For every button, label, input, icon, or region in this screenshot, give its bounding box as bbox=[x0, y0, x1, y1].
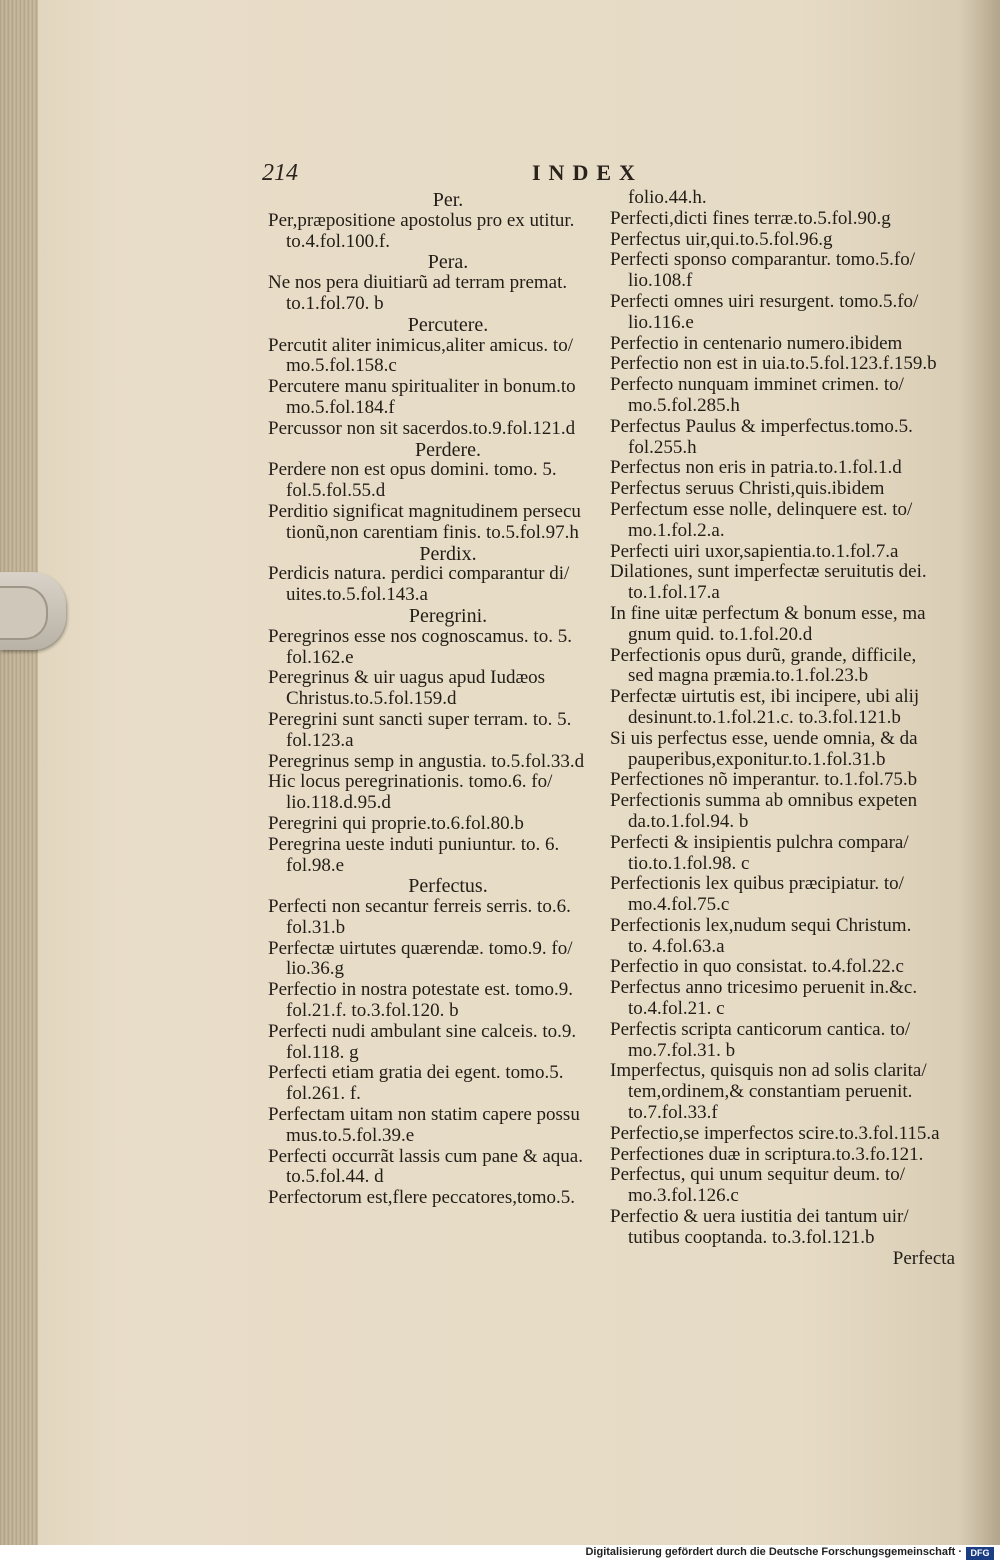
dfg-logo: DFG bbox=[966, 1547, 994, 1560]
entry-line: Hic locus peregrinationis. tomo.6. fo/ bbox=[268, 771, 553, 793]
entry-line: sed magna præmia.to.1.fol.23.b bbox=[628, 665, 869, 687]
index-entry bbox=[610, 1020, 955, 1062]
index-heading: Peregrini. bbox=[408, 604, 488, 627]
index-entry bbox=[610, 417, 955, 459]
entry-line: Peregrini sunt sancti super terram. to. 5. bbox=[268, 708, 572, 730]
index-entry bbox=[268, 772, 608, 814]
entry-line: Perfecto nunquam imminet crimen. to/ bbox=[610, 374, 904, 396]
entry-line: mo.5.fol.158.c bbox=[286, 355, 397, 377]
index-entry bbox=[268, 211, 608, 253]
index-entry bbox=[610, 916, 955, 958]
index-entry bbox=[610, 604, 955, 646]
index-entry bbox=[610, 1207, 955, 1249]
entry-line: pauperibus,exponitur.to.1.fol.31.b bbox=[628, 748, 886, 770]
page-header bbox=[250, 158, 970, 188]
entry-line: Peregrinus & uir uagus apud Iudæos bbox=[268, 667, 546, 689]
entry-line: Perfecti omnes uiri resurgent. tomo.5.fo/ bbox=[610, 290, 919, 312]
entry-line: Perfecti etiam gratia dei egent. tomo.5. bbox=[268, 1062, 564, 1084]
entry-line: tio.to.1.fol.98. c bbox=[628, 852, 750, 874]
entry-line: Perfectio,se imperfectos scire.to.3.fol.115.a bbox=[610, 1122, 940, 1144]
index-entry bbox=[268, 939, 608, 981]
index-entry bbox=[610, 458, 955, 479]
index-entry bbox=[610, 833, 955, 875]
entry-line: Perfectæ uirtutis est, ibi incipere, ubi alij bbox=[610, 686, 920, 708]
entry-line: Perfectionis lex quibus præcipiatur. to/ bbox=[610, 873, 904, 895]
entry-line: Perfecti sponso comparantur. tomo.5.fo/ bbox=[610, 249, 915, 271]
left-index-column bbox=[268, 190, 608, 1209]
entry-line: fol.98.e bbox=[286, 854, 345, 876]
entry-line: Perfectiones nõ imperantur. to.1.fol.75.b bbox=[610, 769, 918, 791]
index-entry bbox=[610, 250, 955, 292]
entry-line: lio.108.f bbox=[628, 270, 693, 292]
entry-line: Perfectus Paulus & imperfectus.tomo.5. bbox=[610, 415, 913, 437]
entry-line: fol.21.f. to.3.fol.120. b bbox=[286, 1000, 459, 1022]
entry-line: Per,præpositione apostolus pro ex utitur. bbox=[268, 209, 575, 231]
entry-line: Percussor non sit sacerdos.to.9.fol.121.d bbox=[268, 417, 576, 439]
footer-credit: Digitalisierung gefördert durch die Deutsche Forschungsgemeinschaft · bbox=[585, 1546, 962, 1558]
page-number: 214 bbox=[262, 160, 298, 186]
entry-line: fol.31.b bbox=[286, 916, 346, 938]
entry-line: Perfectum esse nolle, delinquere est. to/ bbox=[610, 498, 913, 520]
entry-line: Perfecti uiri uxor,sapientia.to.1.fol.7.a bbox=[610, 540, 899, 562]
index-heading: Perdere. bbox=[414, 438, 482, 461]
entry-line: Perfecti occurrãt lassis cum pane & aqua. bbox=[268, 1145, 583, 1167]
index-entry bbox=[268, 897, 608, 939]
index-entry bbox=[268, 1147, 608, 1189]
entry-line: desinunt.to.1.fol.21.c. to.3.fol.121.b bbox=[628, 706, 901, 728]
index-entry bbox=[610, 687, 955, 729]
entry-line: lio.118.d.95.d bbox=[286, 792, 391, 814]
index-entry bbox=[610, 729, 955, 771]
index-entry bbox=[268, 835, 608, 877]
entry-line: Perfectus uir,qui.to.5.fol.96.g bbox=[610, 228, 833, 250]
entry-line: gnum quid. to.1.fol.20.d bbox=[628, 623, 813, 645]
entry-line: to.7.fol.33.f bbox=[628, 1102, 718, 1124]
index-entry bbox=[610, 230, 955, 251]
index-entry bbox=[610, 292, 955, 334]
entry-line: to.1.fol.17.a bbox=[628, 582, 720, 604]
entry-line: Ne nos pera diuitiarũ ad terram premat. bbox=[268, 272, 568, 294]
entry-line: Perfectio non est in uia.to.5.fol.123.f.159.b bbox=[610, 353, 937, 375]
entry-line: fol.255.h bbox=[628, 436, 697, 458]
entry-line: tutibus cooptanda. to.3.fol.121.b bbox=[628, 1226, 875, 1248]
index-entry bbox=[268, 419, 608, 440]
entry-line: fol.5.fol.55.d bbox=[286, 480, 386, 502]
entry-line: mus.to.5.fol.39.e bbox=[286, 1124, 415, 1146]
index-entry bbox=[610, 1124, 955, 1145]
index-entry bbox=[610, 978, 955, 1020]
entry-line: Perfectiones duæ in scriptura.to.3.fo.121. bbox=[610, 1143, 924, 1165]
entry-line: da.to.1.fol.94. b bbox=[628, 810, 749, 832]
index-heading: Percutere. bbox=[407, 313, 489, 336]
index-entry bbox=[610, 957, 955, 978]
entry-line: lio.36.g bbox=[286, 958, 345, 980]
entry-line: Perdicis natura. perdici comparantur di/ bbox=[268, 563, 570, 585]
footer-bar bbox=[0, 1545, 1000, 1563]
entry-line: Imperfectus, quisquis non ad solis clarita/ bbox=[610, 1060, 927, 1082]
entry-line: Perfecti,dicti fines terræ.to.5.fol.90.g bbox=[610, 207, 891, 229]
index-entry bbox=[268, 1063, 608, 1105]
index-entry bbox=[268, 1022, 608, 1064]
entry-line: Peregrini qui proprie.to.6.fol.80.b bbox=[268, 812, 524, 834]
entry-line: to.5.fol.44. d bbox=[286, 1166, 384, 1188]
entry-line: Perfectam uitam non statim capere possu bbox=[268, 1104, 580, 1126]
index-entry bbox=[268, 668, 608, 710]
index-entry bbox=[610, 375, 955, 417]
index-entry bbox=[268, 336, 608, 378]
index-entry bbox=[610, 562, 955, 604]
entry-line: Perfectus, qui unum sequitur deum. to/ bbox=[610, 1164, 905, 1186]
entry-line: Perfectionis opus durũ, grande, difficile, bbox=[610, 644, 917, 666]
index-entry bbox=[268, 1105, 608, 1147]
entry-line: Si uis perfectus esse, uende omnia, & da bbox=[610, 727, 918, 749]
entry-line: tionũ,non carentiam finis. to.5.fol.97.h bbox=[286, 521, 579, 543]
entry-line: Perfectis scripta canticorum cantica. to/ bbox=[610, 1018, 911, 1040]
index-entry bbox=[610, 1165, 955, 1207]
index-entry bbox=[268, 980, 608, 1022]
entry-line: to.4.fol.100.f. bbox=[286, 230, 390, 252]
index-entry bbox=[610, 354, 955, 375]
entry-line: to.4.fol.21. c bbox=[628, 998, 725, 1020]
entry-line: Perfecti & insipientis pulchra compara/ bbox=[610, 831, 909, 853]
entry-line: uites.to.5.fol.143.a bbox=[286, 584, 428, 606]
catchword: Perfecta bbox=[892, 1247, 955, 1269]
index-entry bbox=[268, 502, 608, 544]
entry-line: to.1.fol.70. b bbox=[286, 292, 384, 314]
index-heading: Perfectus. bbox=[408, 875, 488, 898]
entry-line: fol.162.e bbox=[286, 646, 354, 668]
entry-line: mo.5.fol.285.h bbox=[628, 394, 740, 416]
entry-line: Perfecti nudi ambulant sine calceis. to.9. bbox=[268, 1020, 577, 1042]
entry-line: Christus.to.5.fol.159.d bbox=[286, 688, 457, 710]
entry-line: folio.44.h. bbox=[628, 187, 707, 208]
index-entry bbox=[610, 479, 955, 500]
entry-line: Perfectio in centenario numero.ibidem bbox=[610, 332, 903, 354]
entry-line: Perfectio in nostra potestate est. tomo.9. bbox=[268, 979, 573, 1001]
entry-line: fol.261. f. bbox=[286, 1083, 361, 1105]
entry-line: Peregrina ueste induti puniuntur. to. 6. bbox=[268, 833, 560, 855]
entry-line: lio.116.e bbox=[628, 311, 694, 333]
index-entry bbox=[268, 752, 608, 773]
entry-line: Perfectus non eris in patria.to.1.fol.1.d bbox=[610, 457, 902, 479]
index-entry bbox=[268, 710, 608, 752]
entry-line: Percutere manu spiritualiter in bonum.to bbox=[268, 376, 576, 398]
page-edge bbox=[0, 0, 38, 1545]
index-entry bbox=[610, 1061, 955, 1123]
entry-line: mo.5.fol.184.f bbox=[286, 396, 395, 418]
entry-line: In fine uitæ perfectum & bonum esse, ma bbox=[610, 602, 926, 624]
entry-line: mo.7.fol.31. b bbox=[628, 1039, 736, 1061]
entry-line: mo.4.fol.75.c bbox=[628, 894, 730, 916]
index-heading: Pera. bbox=[427, 251, 469, 274]
entry-line: to. 4.fol.63.a bbox=[628, 935, 725, 957]
running-title: INDEX bbox=[532, 160, 643, 185]
index-entry bbox=[610, 874, 955, 916]
index-entry bbox=[610, 791, 955, 833]
entry-line: fol.118. g bbox=[286, 1041, 359, 1063]
index-entry bbox=[268, 627, 608, 669]
index-entry bbox=[268, 1188, 608, 1209]
index-entry bbox=[610, 209, 955, 230]
entry-line: Perfectæ uirtutes quærendæ. tomo.9. fo/ bbox=[268, 937, 573, 959]
index-entry bbox=[610, 1145, 955, 1166]
entry-line: Perdere non est opus domini. tomo. 5. bbox=[268, 459, 557, 481]
index-entry bbox=[610, 646, 955, 688]
entry-line: Percutit aliter inimicus,aliter amicus. to/ bbox=[268, 334, 573, 356]
index-heading: Per. bbox=[432, 189, 464, 211]
index-entry bbox=[268, 377, 608, 419]
entry-line: Perfectus anno tricesimo peruenit in.&c. bbox=[610, 977, 918, 999]
entry-line: tem,ordinem,& constantiam peruenit. bbox=[628, 1081, 913, 1103]
clamp-clip-inner bbox=[0, 586, 48, 640]
entry-line: mo.3.fol.126.c bbox=[628, 1185, 739, 1207]
entry-line: Perfectus seruus Christi,quis.ibidem bbox=[610, 478, 885, 500]
index-heading: Perdix. bbox=[419, 542, 477, 565]
entry-line: fol.123.a bbox=[286, 729, 354, 751]
index-entry bbox=[610, 542, 955, 563]
entry-line: Perditio significat magnitudinem persecu bbox=[268, 500, 581, 522]
entry-line: Perfecti non secantur ferreis serris. to.6. bbox=[268, 896, 571, 918]
index-entry-continuation bbox=[610, 188, 955, 209]
right-index-column bbox=[610, 188, 955, 1269]
entry-line: mo.1.fol.2.a. bbox=[628, 519, 725, 541]
index-entry bbox=[268, 460, 608, 502]
entry-line: Perfectio in quo consistat. to.4.fol.22.c bbox=[610, 956, 904, 978]
index-entry bbox=[268, 564, 608, 606]
entry-line: Perfectionis summa ab omnibus expeten bbox=[610, 790, 918, 812]
entry-line: Peregrinos esse nos cognoscamus. to. 5. bbox=[268, 625, 572, 647]
index-entry bbox=[268, 814, 608, 835]
entry-line: Peregrinus semp in angustia. to.5.fol.33.d bbox=[268, 750, 585, 772]
entry-line: Perfectio & uera iustitia dei tantum uir/ bbox=[610, 1206, 909, 1228]
index-entry bbox=[610, 500, 955, 542]
entry-line: Dilationes, sunt imperfectæ seruitutis dei. bbox=[610, 561, 927, 583]
index-entry bbox=[268, 273, 608, 315]
entry-line: Perfectorum est,flere peccatores,tomo.5. bbox=[268, 1187, 576, 1209]
index-entry bbox=[610, 770, 955, 791]
index-entry bbox=[610, 334, 955, 355]
entry-line: Perfectionis lex,nudum sequi Christum. bbox=[610, 914, 912, 936]
